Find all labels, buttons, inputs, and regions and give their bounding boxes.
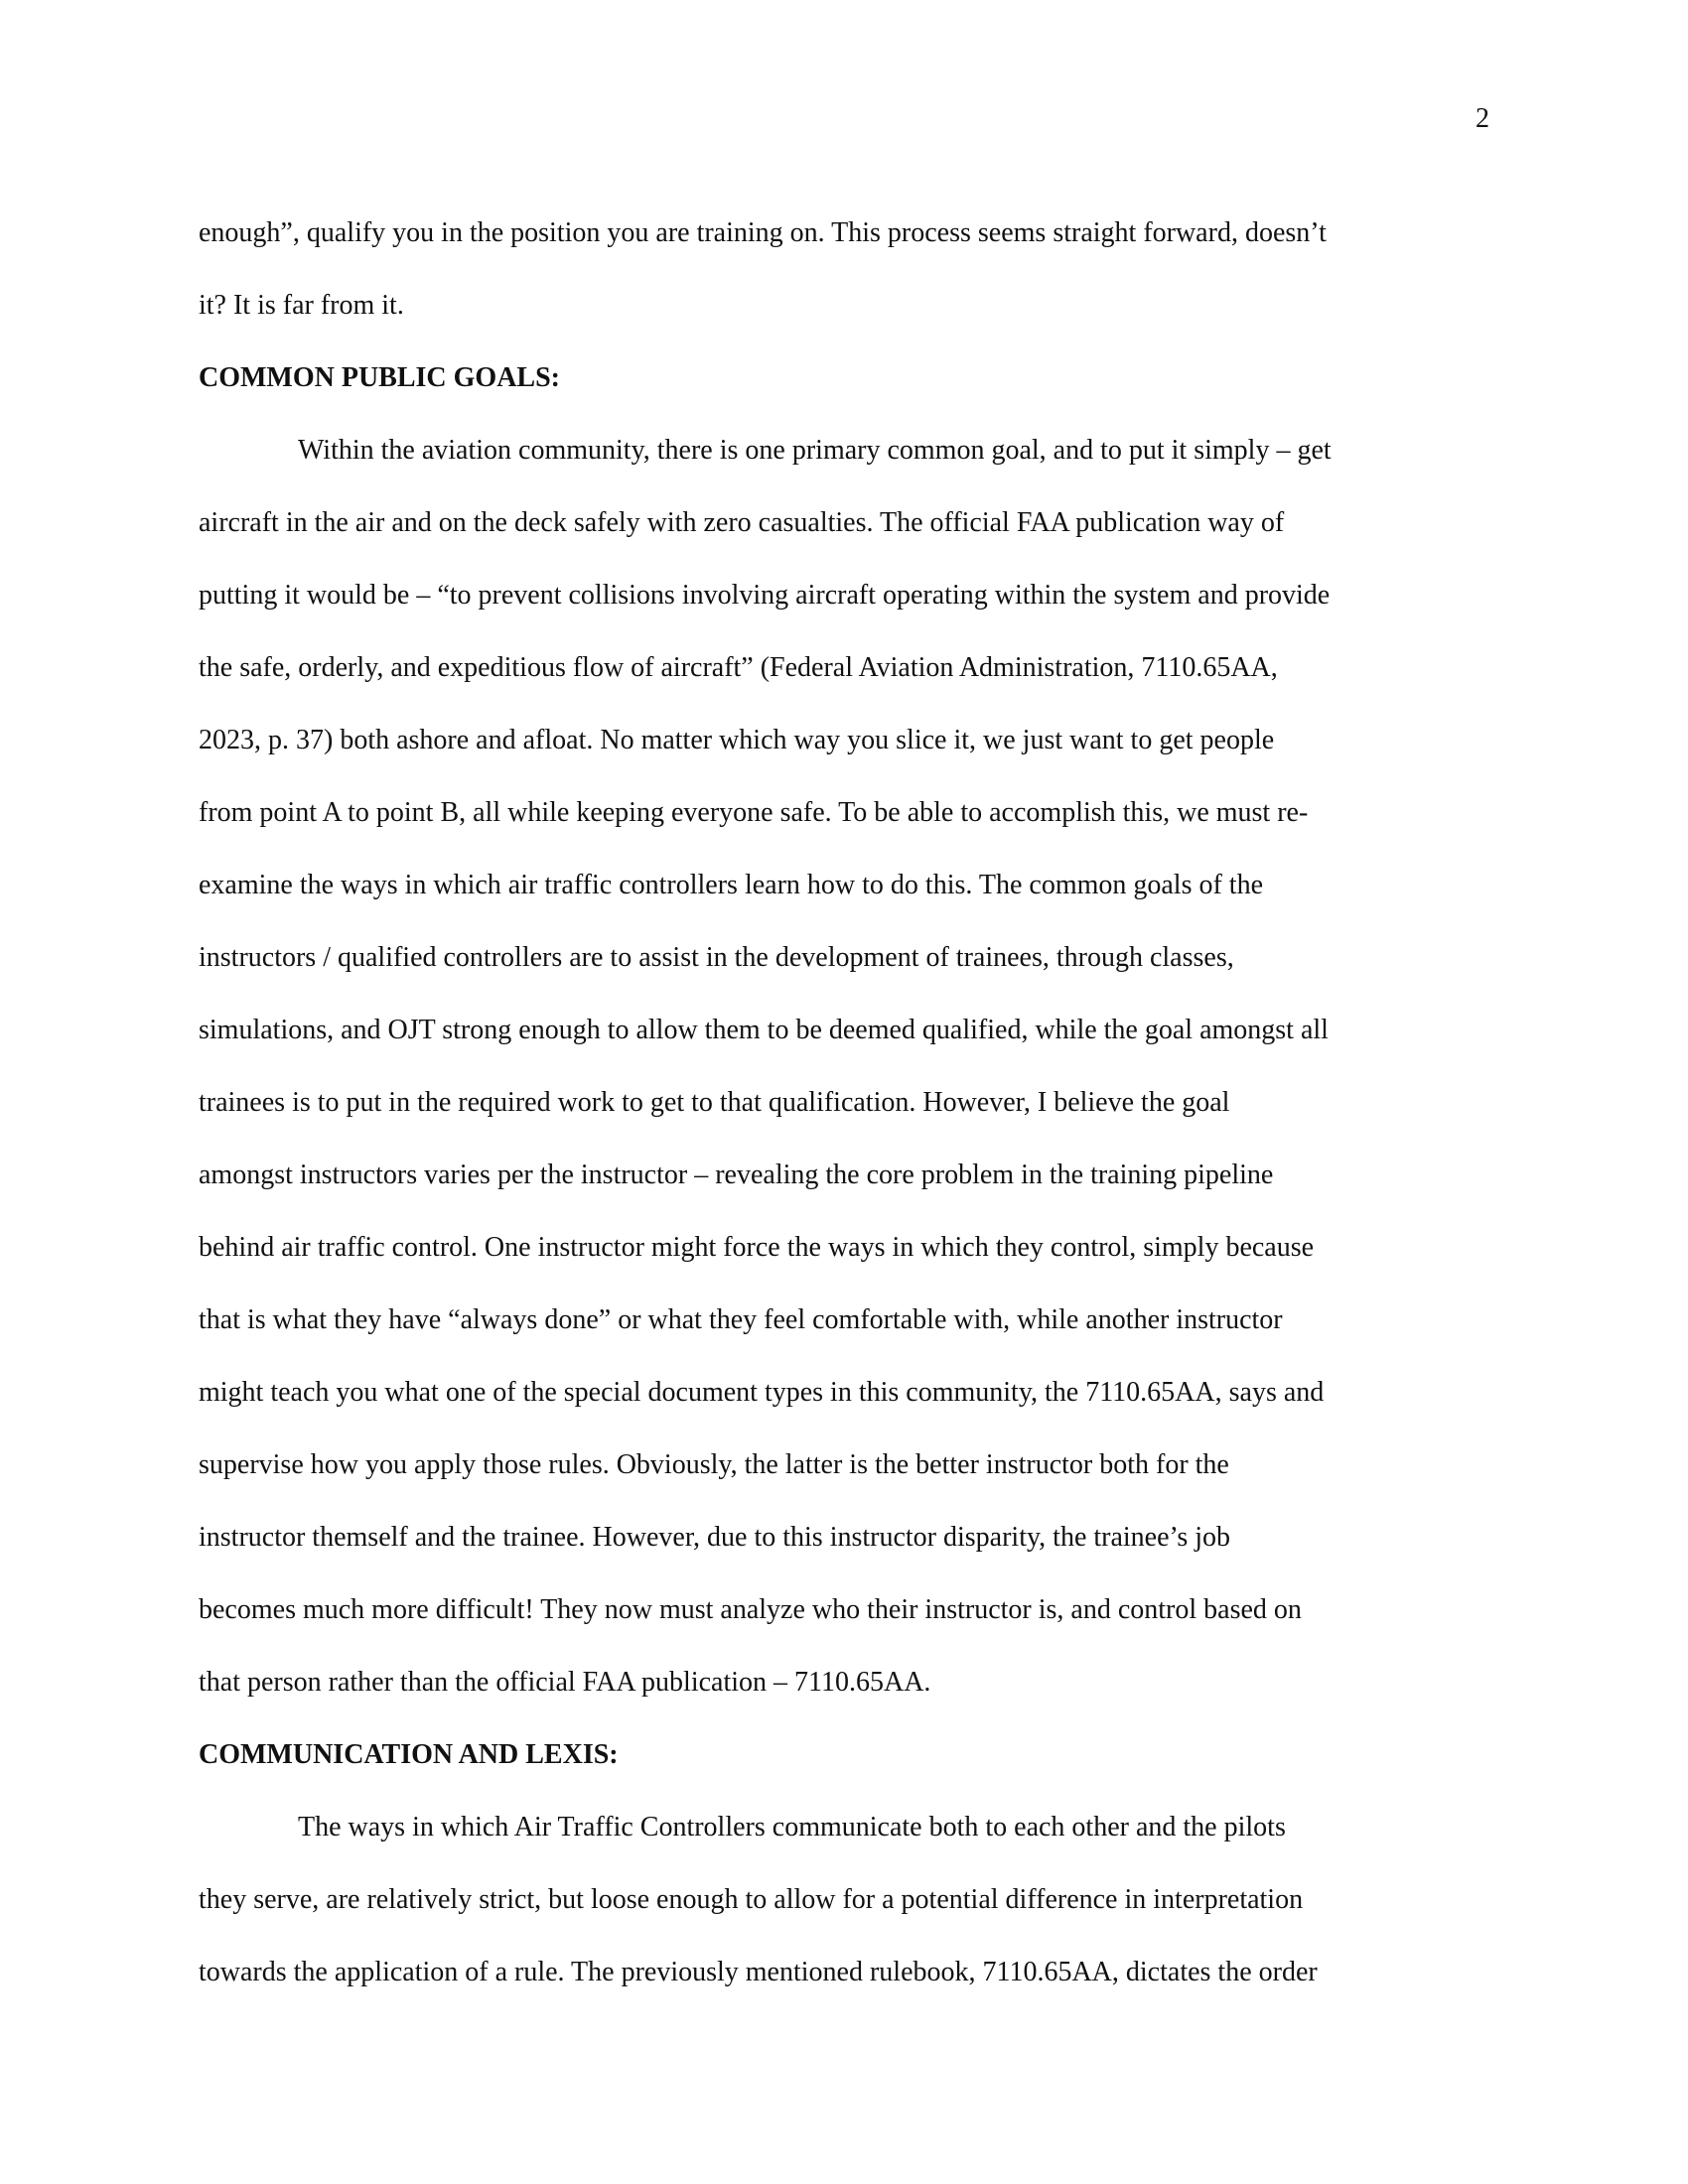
text-line: supervise how you apply those rules. Obviously, the latter is the better instructor both for the — [199, 1449, 1229, 1480]
text-line: amongst instructors varies per the instructor – revealing the core problem in the training pipeline — [199, 1160, 1274, 1190]
text-line: that person rather than the official FAA publication – 7110.65AA. — [199, 1667, 931, 1698]
text-line: simulations, and OJT strong enough to allow them to be deemed qualified, while the goal amongst all — [199, 1015, 1329, 1045]
opening-paragraph — [199, 197, 1489, 341]
text-line: that is what they have “always done” or what they feel comfortable with, while another instructor — [199, 1304, 1283, 1335]
text-line: behind air traffic control. One instructor might force the ways in which they control, simply because — [199, 1232, 1315, 1263]
text-line: becomes much more difficult! They now must analyze who their instructor is, and control based on — [199, 1594, 1302, 1625]
text-line: aircraft in the air and on the deck safely with zero casualties. The official FAA publication way of — [199, 507, 1285, 538]
text-line: putting it would be – “to prevent collisions involving aircraft operating within the system and provide — [199, 580, 1331, 611]
text-line: The ways in which Air Traffic Controllers communicate both to each other and the pilots — [298, 1812, 1286, 1843]
text-line: examine the ways in which air traffic controllers learn how to do this. The common goals of the — [199, 870, 1264, 900]
section-heading-common-public-goals: COMMON PUBLIC GOALS: — [199, 362, 560, 393]
document-body — [199, 197, 1489, 2008]
text-line: towards the application of a rule. The previously mentioned rulebook, 7110.65AA, dictates the order — [199, 1957, 1318, 1987]
text-line: trainees is to put in the required work to get to that qualification. However, I believe the goal — [199, 1087, 1230, 1118]
text-line: they serve, are relatively strict, but loose enough to allow for a potential difference in interpretation — [199, 1884, 1304, 1915]
page-number: 2 — [1476, 103, 1489, 134]
paragraph-communication-and-lexis — [199, 1791, 1489, 2008]
section-heading-communication-and-lexis: COMMUNICATION AND LEXIS: — [199, 1739, 619, 1770]
text-line: from point A to point B, all while keeping everyone safe. To be able to accomplish this, we must re- — [199, 797, 1309, 828]
text-line: instructors / qualified controllers are to assist in the development of trainees, through classes, — [199, 942, 1234, 973]
text-line: might teach you what one of the special document types in this community, the 7110.65AA, says and — [199, 1377, 1325, 1408]
text-line: the safe, orderly, and expeditious flow of aircraft” (Federal Aviation Administration, 7110.65AA, — [199, 652, 1278, 683]
text-line: Within the aviation community, there is one primary common goal, and to put it simply – get — [298, 435, 1332, 466]
text-line: it? It is far from it. — [199, 290, 404, 321]
text-line: enough”, qualify you in the position you are training on. This process seems straight forward, doesn’t — [199, 217, 1327, 248]
paragraph-common-public-goals — [199, 414, 1489, 1718]
text-line: 2023, p. 37) both ashore and afloat. No matter which way you slice it, we just want to get people — [199, 725, 1275, 755]
text-line: instructor themself and the trainee. However, due to this instructor disparity, the trainee’s job — [199, 1522, 1230, 1553]
